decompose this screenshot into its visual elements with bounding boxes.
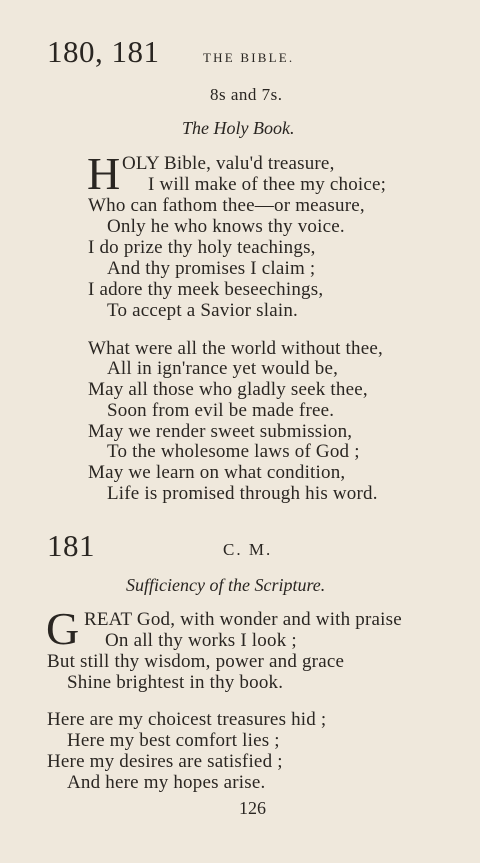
verse-line: To the wholesome laws of God ;	[107, 441, 360, 462]
verse-line: Here are my choicest treasures hid ;	[47, 709, 327, 730]
page-number: 126	[239, 798, 266, 818]
verse-line: Here my desires are satisfied ;	[47, 751, 283, 772]
verse-line: Here my best comfort lies ;	[67, 730, 280, 751]
verse-line: Life is promised through his word.	[107, 483, 378, 504]
hymn-181-first-line: REAT God, with wonder and with praise	[84, 609, 402, 630]
hymn-181-number: 181	[47, 528, 95, 563]
hymn-181-title: Sufficiency of the Scripture.	[126, 575, 326, 595]
hymn-181-meter: C. M.	[223, 540, 273, 559]
verse-line: I will make of thee my choice;	[148, 174, 387, 195]
verse-line: May we render sweet submission,	[88, 421, 353, 442]
verse-line: And here my hopes arise.	[67, 772, 266, 793]
verse-line: To accept a Savior slain.	[107, 300, 298, 321]
hymn-180-meter: 8s and 7s.	[210, 85, 283, 104]
verse-line: Who can fathom thee—or measure,	[88, 195, 365, 216]
verse-line: I do prize thy holy teachings,	[88, 237, 316, 258]
hymn-180-first-line: OLY Bible, valu'd treasure,	[122, 153, 335, 174]
verse-line: Shine brightest in thy book.	[67, 672, 284, 693]
verse-line: May we learn on what condition,	[88, 462, 346, 483]
hymn-180-dropcap: H	[87, 148, 121, 199]
running-title: THE BIBLE.	[203, 50, 295, 65]
hymn-181-dropcap: G	[46, 603, 80, 654]
verse-line: I adore thy meek beseechings,	[88, 279, 324, 300]
verse-line: Only he who knows thy voice.	[107, 216, 345, 237]
hymn-numbers: 180, 181	[47, 34, 160, 69]
verse-line: All in ign'rance yet would be,	[107, 358, 339, 379]
verse-line: And thy promises I claim ;	[107, 258, 316, 279]
verse-line: But still thy wisdom, power and grace	[47, 651, 345, 672]
verse-line: May all those who gladly seek thee,	[88, 379, 368, 400]
verse-line: What were all the world without thee,	[88, 338, 383, 359]
verse-line: On all thy works I look ;	[105, 630, 297, 651]
verse-line: Soon from evil be made free.	[107, 400, 335, 421]
hymn-180-title: The Holy Book.	[182, 118, 295, 138]
